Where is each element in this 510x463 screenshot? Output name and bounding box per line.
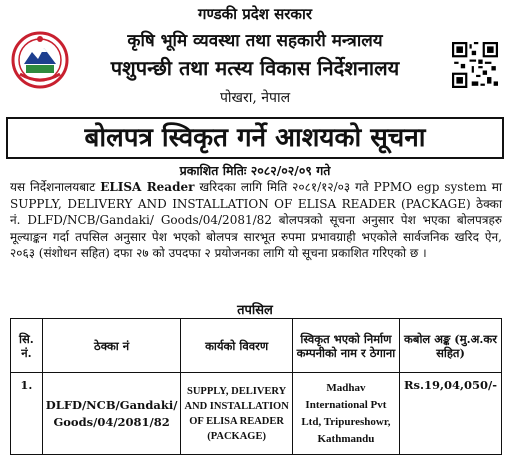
directorate-name: पशुपन्छी तथा मत्स्य विकास निर्देशनालय	[110, 56, 400, 80]
body-part2: खरिदका लागि मिति २०८१/१२/०३ गते PPMO egp system मा SUPPLY, DELIVERY AND INSTALLATION OF ELISA READER (PACKAGE) ठेक्का नं. DLFD/NCB/Gandaki/ Goods/04/2081/82 बोलपत्रको सूचना अनुसार पेश भएका बोलपत्रहरु मूल्याङ्कन गर्दा तपसिल अनुसार पेश भएको बोलपत्र सारभूत रुपमा प्रभावग्राही भएकोले सार्वजनिक खरिद ऐन, २०६३ (संशोधन सहित) दफा २७ को उपदफा २ प्रयोजनका लागि यो सूचना प्रकाशित गरिएको छ ।	[10, 180, 502, 260]
body-part1: यस निर्देशनालयबाट	[10, 180, 101, 194]
publish-date: प्रकाशित मितिः २०८२/०२/०९ गते	[179, 163, 331, 178]
table-row	[11, 373, 502, 455]
office-address: पोखरा, नेपाल	[219, 90, 291, 106]
notice-body	[10, 179, 502, 262]
col-header-company: स्विकृत भएको निर्माण कम्पनीको नाम र ठेगाना	[292, 319, 399, 373]
body-item: ELISA Reader	[100, 180, 195, 194]
col-header-description: कार्यको विवरण	[181, 319, 292, 373]
col-header-contract: ठेक्का नं	[42, 319, 181, 373]
award-table	[10, 318, 502, 455]
letterhead	[0, 0, 510, 118]
ministry-name: कृषि भूमि व्यवस्था तथा सहकारी मन्त्रालय	[127, 31, 383, 51]
col-header-amount: कबोल अङ्क (मु.अ.कर सहित)	[400, 319, 502, 373]
cell-sn: 1.	[11, 373, 43, 455]
government-name: गण्डकी प्रदेश सरकार	[198, 5, 312, 23]
qr-code-icon	[452, 42, 498, 88]
cell-description: SUPPLY, DELIVERY AND INSTALLATION OF ELISA READER (PACKAGE)	[181, 373, 292, 455]
cell-company: Madhav International Pvt Ltd, Tripureshowr, Kathmandu	[292, 373, 399, 455]
cell-contract: DLFD/NCB/Gandaki/ Goods/04/2081/82	[42, 373, 181, 455]
notice-title-banner: बोलपत्र स्विकृत गर्ने आशयको सूचना	[6, 117, 504, 159]
table-title: तपसिल	[237, 303, 273, 318]
col-header-sn: सि. नं.	[11, 319, 43, 373]
cell-amount: Rs.19,04,050/-	[400, 373, 502, 455]
table-header-row	[11, 319, 502, 373]
